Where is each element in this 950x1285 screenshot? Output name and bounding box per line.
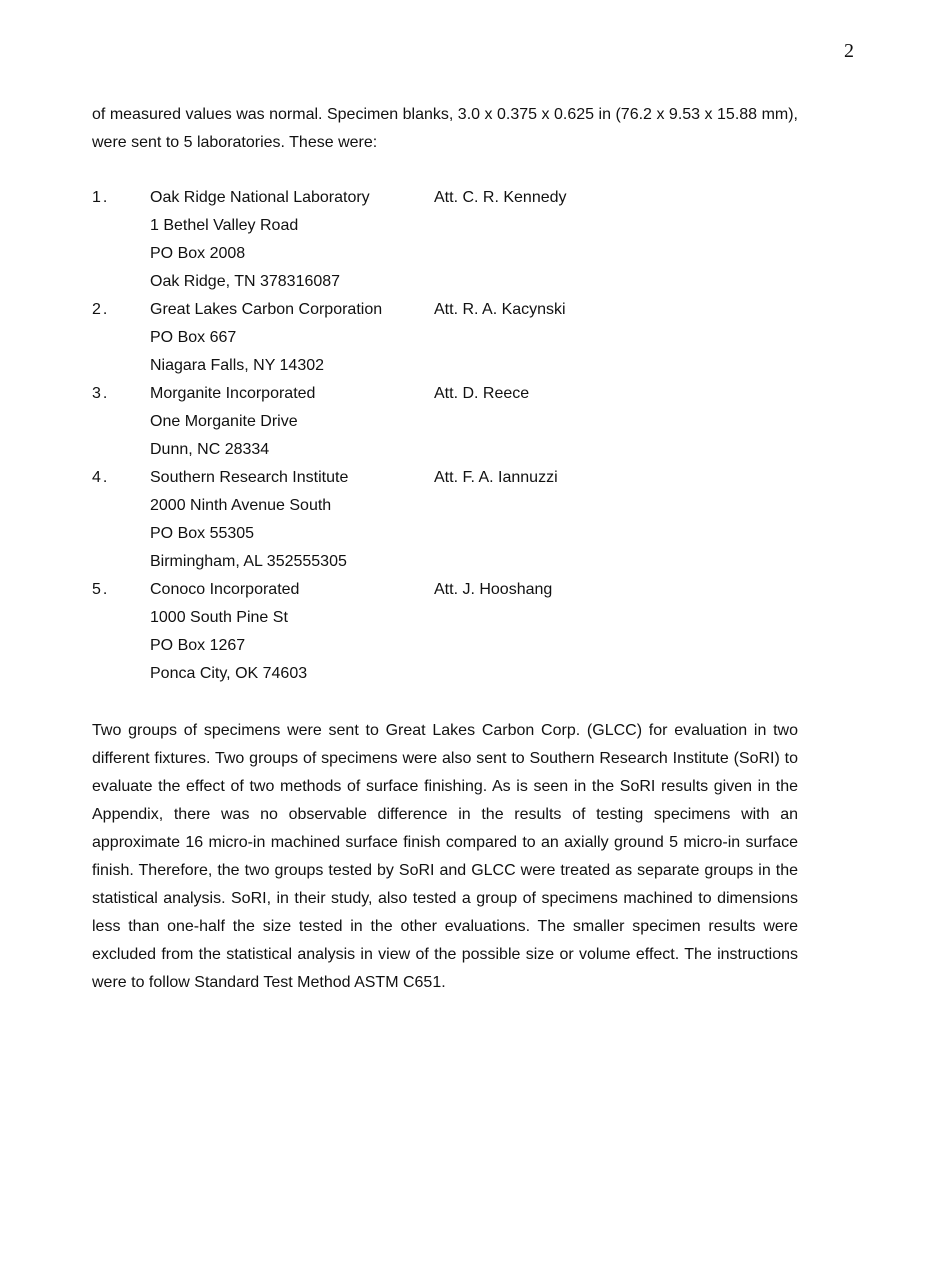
laboratory-name: Oak Ridge National Laboratory [150, 189, 370, 206]
laboratory-address [150, 184, 652, 296]
laboratory-contact: Att. J. Hooshang [434, 581, 553, 598]
address-line: 1000 South Pine St [150, 609, 288, 626]
laboratory-entry [92, 184, 652, 296]
laboratory-contact: Att. R. A. Kacynski [434, 301, 566, 318]
laboratory-entry [92, 464, 652, 576]
address-line: PO Box 55305 [150, 525, 255, 542]
address-line: One Morganite Drive [150, 413, 298, 430]
address-line: Niagara Falls, NY 14302 [150, 357, 325, 374]
laboratory-name: Morganite Incorporated [150, 385, 316, 402]
laboratory-entry [92, 380, 652, 464]
laboratory-entry [92, 296, 652, 380]
address-line: PO Box 667 [150, 329, 237, 346]
laboratory-address [150, 380, 652, 464]
address-line: PO Box 2008 [150, 245, 246, 262]
laboratory-contact: Att. D. Reece [434, 385, 530, 402]
laboratory-list [92, 184, 652, 688]
address-line: 1 Bethel Valley Road [150, 217, 299, 234]
laboratory-name: Great Lakes Carbon Corporation [150, 301, 383, 318]
laboratory-name: Southern Research Institute [150, 469, 349, 486]
laboratory-address [150, 296, 652, 380]
address-line: Birmingham, AL 352555305 [150, 553, 347, 570]
address-line: Dunn, NC 28334 [150, 441, 270, 458]
laboratory-entry [92, 576, 652, 688]
address-line: PO Box 1267 [150, 637, 246, 654]
laboratory-number: 4. [92, 469, 110, 486]
address-line: 2000 Ninth Avenue South [150, 497, 332, 514]
laboratory-address [150, 576, 652, 688]
laboratory-contact: Att. F. A. Iannuzzi [434, 469, 558, 486]
laboratory-number: 1. [92, 189, 110, 206]
address-line: Oak Ridge, TN 378316087 [150, 273, 341, 290]
laboratory-number: 2. [92, 301, 110, 318]
laboratory-address [150, 464, 652, 576]
laboratory-contact: Att. C. R. Kennedy [434, 189, 567, 206]
laboratory-number: 5. [92, 581, 110, 598]
page-number: 2 [844, 40, 854, 62]
intro-paragraph: of measured values was normal. Specimen blanks, 3.0 x 0.375 x 0.625 in (76.2 x 9.53 x 15.88 mm), were sent to 5 laboratories. These were: [92, 106, 798, 151]
laboratory-name: Conoco Incorporated [150, 581, 300, 598]
body-paragraph: Two groups of specimens were sent to Great Lakes Carbon Corp. (GLCC) for evaluation in two different fixtures. Two groups of specimens were also sent to Southern Research Institute (SoRI) to evaluate the effect of two methods of surface finishing. As is seen in the SoRI results given in the Appendix, there was no observable difference in the results of testing specimens with an approximate 16 micro-in machined surface finish compared to an axially ground 5 micro-in surface finish. Therefore, the two groups tested by SoRI and GLCC were treated as separate groups in the statistical analysis. SoRI, in their study, also tested a group of specimens machined to dimensions less than one-half the size tested in the other evaluations. The smaller specimen results were excluded from the statistical analysis in view of the possible size or volume effect. The instructions were to follow Standard Test Method ASTM C651. [92, 722, 798, 991]
laboratory-number: 3. [92, 385, 110, 402]
address-line: Ponca City, OK 74603 [150, 665, 308, 682]
